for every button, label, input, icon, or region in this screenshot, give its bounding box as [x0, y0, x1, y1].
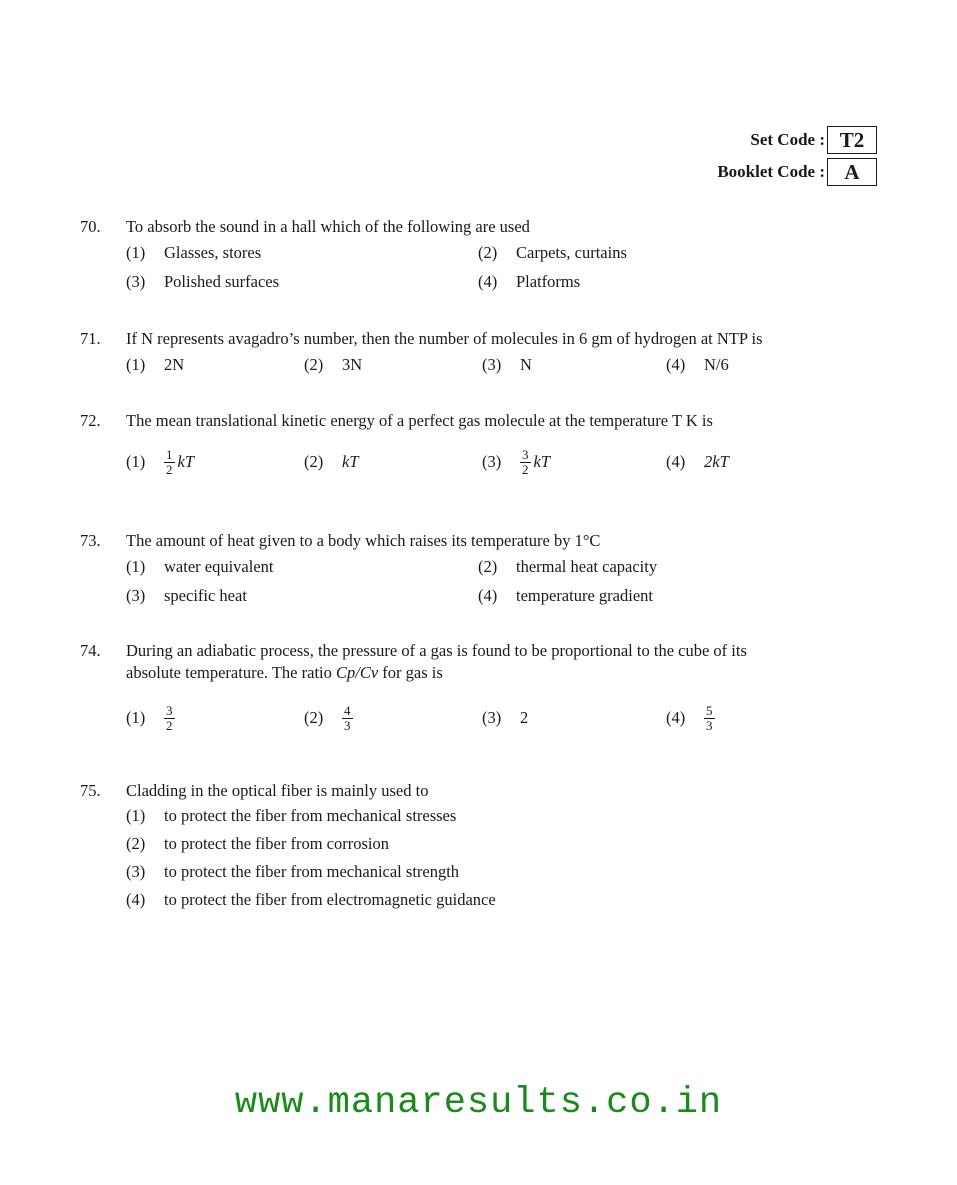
options [126, 698, 890, 738]
option-2: (2) to protect the fiber from corrosion [126, 834, 389, 853]
question-text: The mean translational kinetic energy of a perfect gas molecule at the temperature T K is [126, 411, 713, 430]
question-text [126, 640, 890, 684]
question-number: 71. [80, 329, 101, 348]
option-3: (3) $\frac{3}{2}$ kT [482, 446, 550, 477]
question-75 [80, 780, 890, 914]
booklet-code-row [717, 158, 877, 186]
fraction: $\frac{4}{3}$ [344, 702, 351, 733]
option-4: (4) N/6 [666, 354, 729, 374]
website-watermark: www.manaresults.co.in [234, 1082, 723, 1124]
set-code-row [717, 126, 877, 154]
option-2: (2) kT [304, 452, 359, 471]
question-number: 74. [80, 641, 101, 660]
question-number: 75. [80, 781, 101, 800]
fraction: $\frac{3}{2}$ [522, 446, 529, 477]
question-74 [80, 640, 890, 738]
option-4: (4) 2kT [666, 452, 729, 471]
option-2: (2) $\frac{4}{3}$ [304, 702, 351, 733]
question-71 [80, 328, 890, 379]
option-2: (2) thermal heat capacity [478, 556, 658, 576]
set-code-label: Set Code : [750, 130, 825, 149]
option-4: (4) Platforms [478, 271, 581, 291]
question-number: 72. [80, 411, 101, 430]
booklet-code-value: A [827, 158, 877, 186]
option-1: (1) $\frac{1}{2}$ kT [126, 446, 194, 477]
fraction: $\frac{5}{3}$ [706, 702, 713, 733]
option-3: (3) to protect the fiber from mechanical strength [126, 862, 460, 881]
option-4: (4) to protect the fiber from electromagnetic guidance [126, 890, 496, 909]
exam-codes [717, 126, 877, 190]
option-2: (2) Carpets, curtains [478, 242, 627, 262]
option-4: (4) temperature gradient [478, 585, 653, 605]
option-1: (1) Glasses, stores [126, 242, 262, 262]
set-code-value: T2 [827, 126, 877, 154]
option-1: (1) water equivalent [126, 556, 274, 576]
booklet-code-label: Booklet Code : [717, 162, 825, 181]
question-text: The amount of heat given to a body which raises its temperature by 1°C [126, 531, 601, 550]
options [126, 350, 890, 379]
question-number: 70. [80, 217, 101, 236]
option-3: (3) Polished surfaces [126, 271, 280, 291]
question-text: If N represents avagadro’s number, then the number of molecules in 6 gm of hydrogen at NTP is [126, 329, 763, 348]
option-3: (3) specific heat [126, 585, 247, 605]
option-1: (1) $\frac{3}{2}$ [126, 702, 173, 733]
question-text: To absorb the sound in a hall which of the following are used [126, 217, 530, 236]
question-text-line-1: During an adiabatic process, the pressure of a gas is found to be proportional to the cube of its [126, 641, 747, 660]
question-number: 73. [80, 531, 101, 550]
question-72 [80, 410, 890, 480]
option-3: (3) N [482, 354, 532, 374]
options [126, 444, 890, 480]
options [126, 238, 890, 296]
fraction: $\frac{1}{2}$ [166, 446, 173, 477]
option-1: (1) 2N [126, 354, 185, 374]
option-2: (2) 3N [304, 354, 363, 374]
option-3: (3) 2 [482, 708, 529, 727]
fraction: $\frac{3}{2}$ [166, 702, 173, 733]
question-73 [80, 530, 890, 610]
question-text: Cladding in the optical fiber is mainly used to [126, 781, 429, 800]
question-70 [80, 216, 890, 296]
option-4: (4) $\frac{5}{3}$ [666, 702, 713, 733]
option-1: (1) to protect the fiber from mechanical stresses [126, 806, 457, 825]
options [126, 552, 890, 610]
options [126, 802, 890, 914]
question-text-line-2: absolute temperature. The ratio Cp/Cv for gas is [126, 663, 443, 682]
